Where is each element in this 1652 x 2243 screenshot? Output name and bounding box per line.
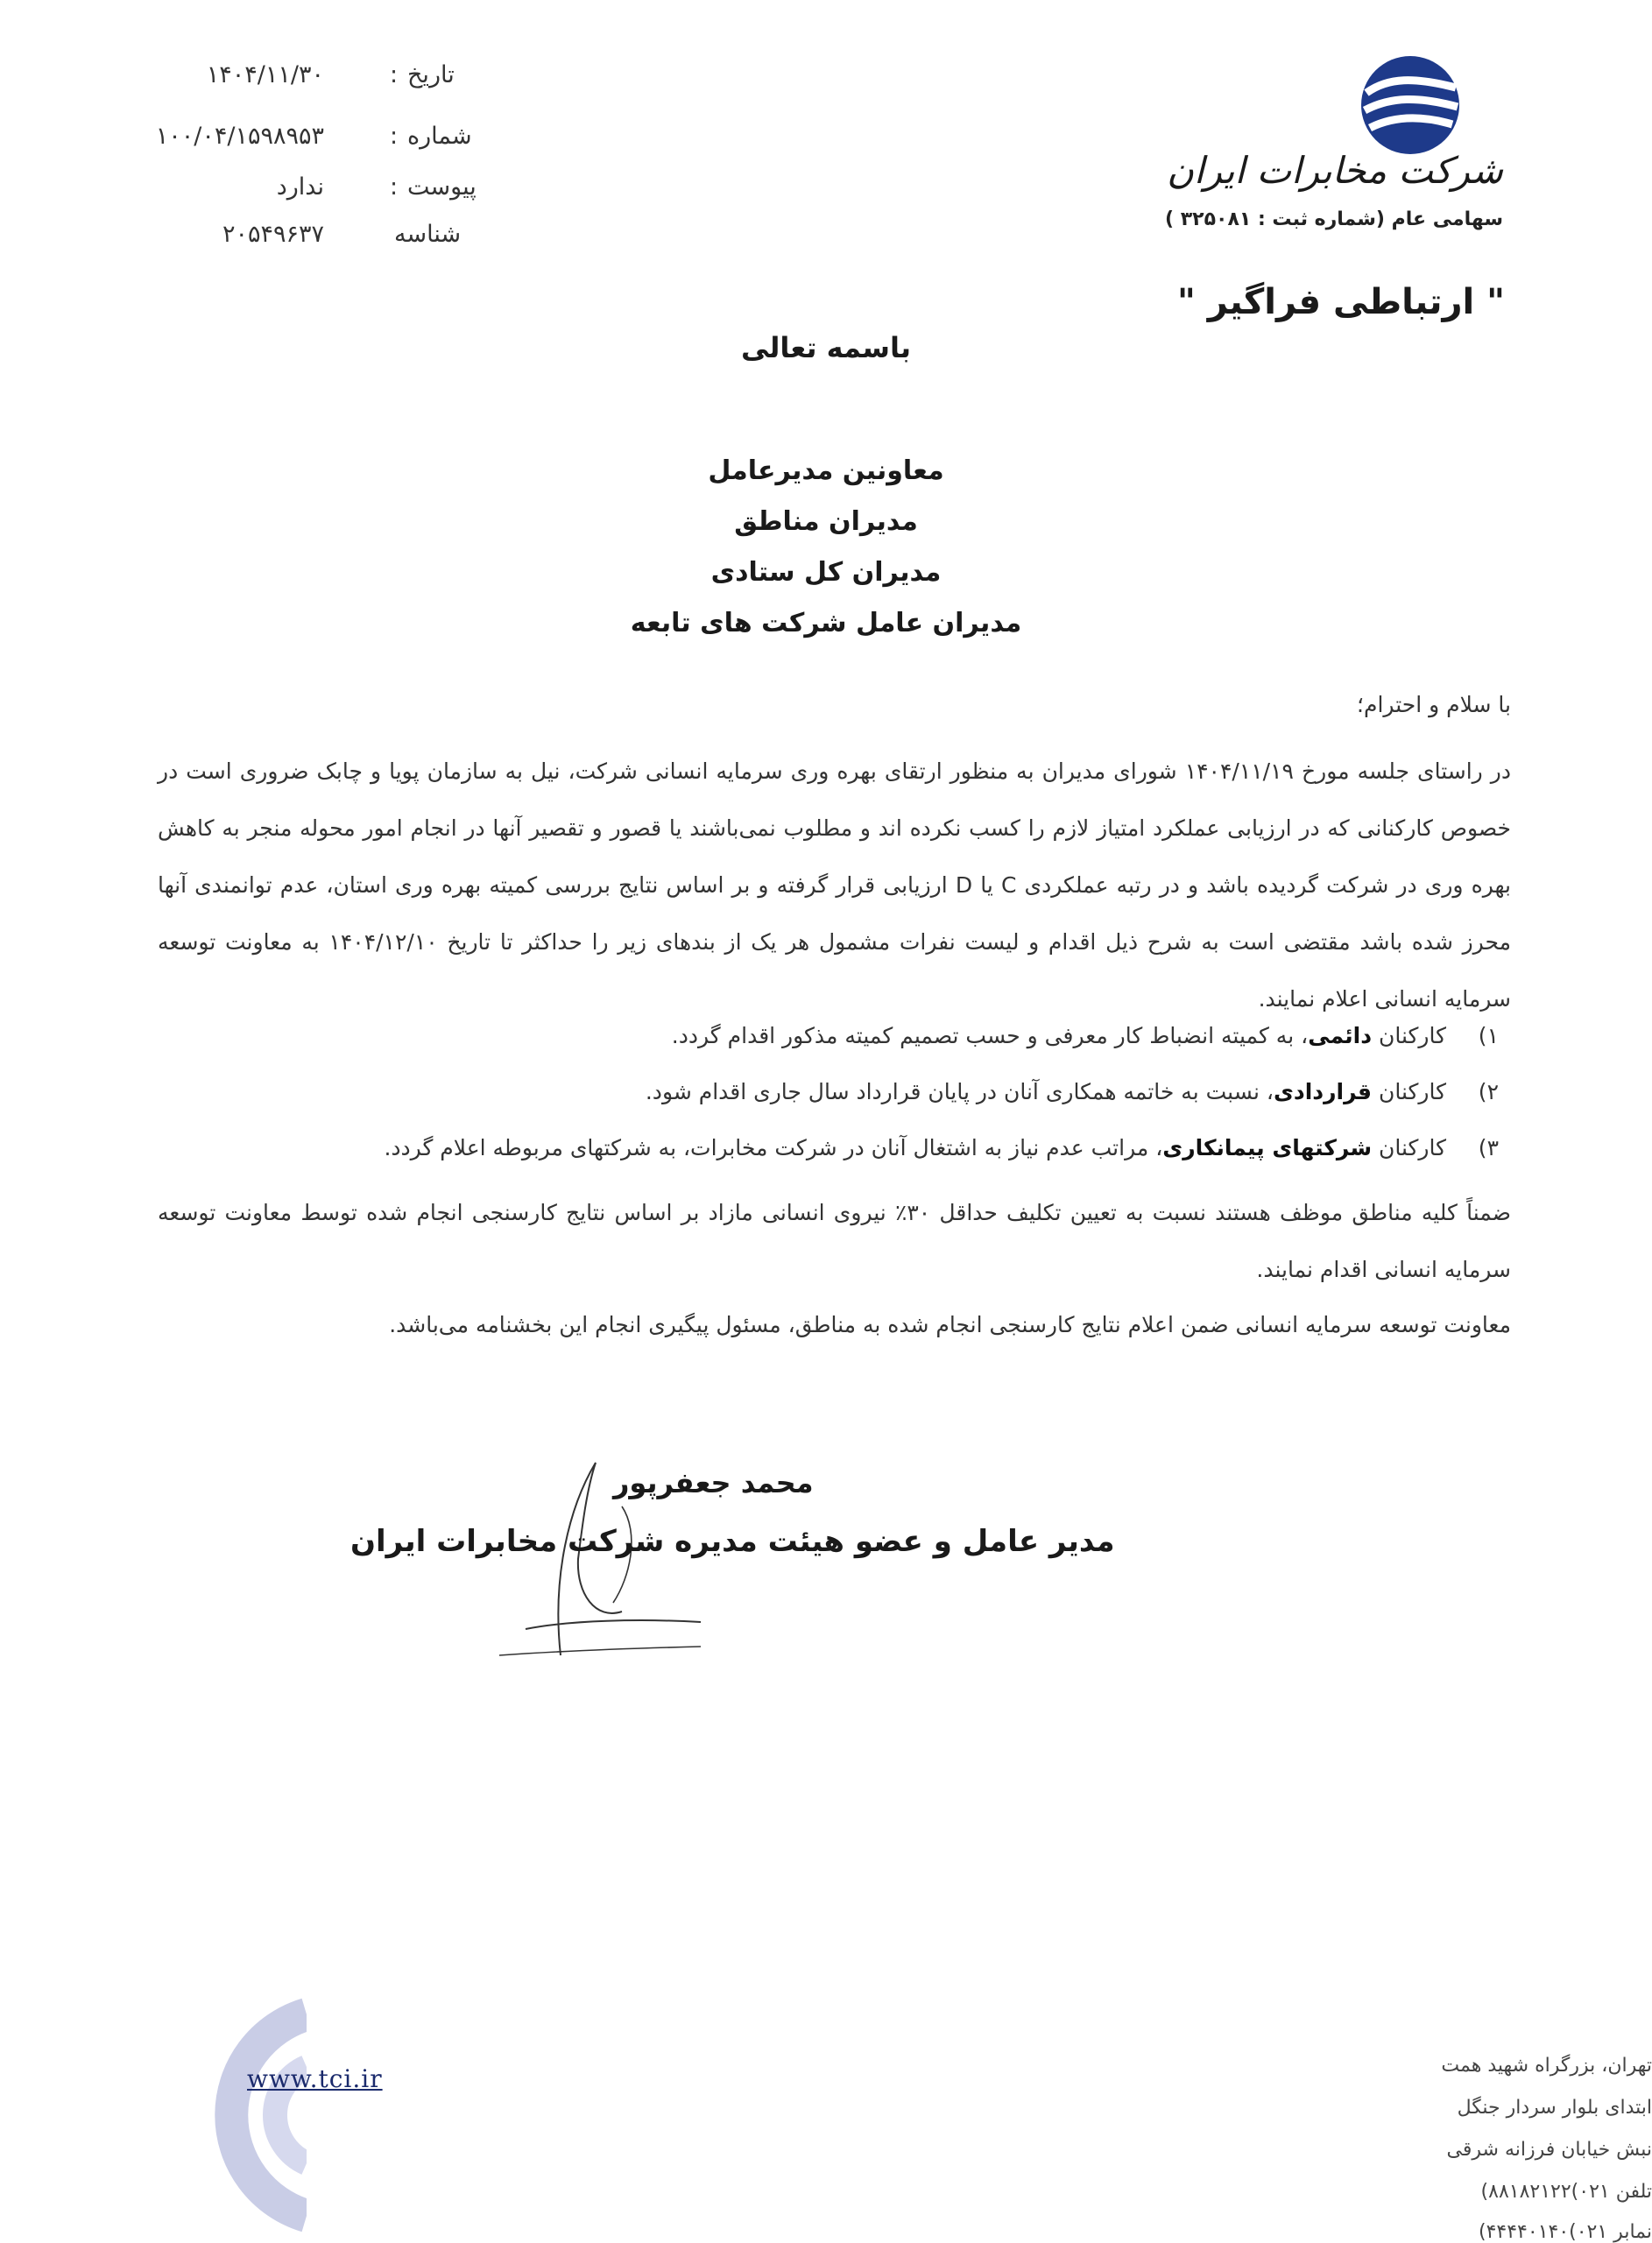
item-number: ۳) — [1478, 1135, 1499, 1160]
address-line: نبش خیابان فرزانه شرقی — [1446, 2139, 1652, 2161]
final-text: معاونت توسعه سرمایه انسانی ضمن اعلام نتایج کارسنجی انجام شده به مناطق، مسئول پیگیری انجام این بخشنامه می‌باشد. — [389, 1312, 1511, 1337]
address-line: تهران، بزرگراه شهید همت — [1441, 2055, 1652, 2077]
attachment-label: پیوست — [407, 173, 477, 201]
colon: : — [390, 123, 399, 150]
greeting: با سلام و احترام؛ — [1357, 692, 1511, 717]
final-paragraph — [158, 1296, 1511, 1353]
list-item — [646, 1079, 1499, 1104]
item-bold: قراردادی — [1274, 1079, 1373, 1104]
closing-text: ضمناً کلیه مناطق موظف هستند نسبت به تعیین تکلیف حداقل ۳۰٪ نیروی انسانی مازاد بر اساس نتایج کارسنجی انجام شده توسط معاونت توسعه سرمایه انسانی اقدام نمایند. — [158, 1200, 1511, 1282]
date-value: ۱۴۰۴/۱۱/۳۰ — [206, 61, 324, 88]
registration-number: سهامی عام (شماره ثبت : ۳۲۵۰۸۱ ) — [1165, 208, 1503, 230]
item-post: ، به کمیته انضباط کار معرفی و حسب تصمیم کمیته مذکور اقدام گردد. — [671, 1023, 1309, 1048]
address-line: ابتدای بلوار سردار جنگل — [1457, 2097, 1652, 2119]
recipient-line: مدیران مناطق — [734, 506, 918, 537]
recipient-line: مدیران عامل شرکت های تابعه — [630, 608, 1022, 638]
attachment-row — [140, 173, 491, 226]
item-pre: کارکنان — [1372, 1023, 1446, 1048]
brand-name: شرکت مخابرات ایران — [1167, 149, 1503, 192]
address-line: تلفن ۰۲۱)۸۸۱۸۲۱۲۲) — [1480, 2181, 1652, 2203]
colon: : — [390, 61, 399, 88]
item-number: ۲) — [1478, 1079, 1499, 1104]
id-row — [140, 221, 491, 273]
number-row — [140, 123, 491, 175]
item-bold: شرکتهای پیمانکاری — [1162, 1135, 1373, 1160]
letter-number-label: شماره — [407, 123, 472, 150]
tci-watermark-icon — [105, 1988, 307, 2242]
recipient-line: مدیران کل ستادی — [710, 557, 942, 588]
date-label: تاریخ — [407, 61, 455, 88]
signer-title: مدیر عامل و عضو هیئت مدیره شرکت مخابرات ایران — [350, 1524, 1115, 1559]
list-item — [384, 1135, 1499, 1160]
item-pre: کارکنان — [1372, 1079, 1446, 1104]
signer-name: محمد جعفرپور — [613, 1466, 814, 1499]
item-post: ، نسبت به خاتمه همکاری آنان در پایان قرارداد سال جاری اقدام شود. — [645, 1079, 1274, 1104]
tci-logo-icon — [1349, 51, 1472, 165]
item-pre: کارکنان — [1372, 1135, 1446, 1160]
item-bold: دائمی — [1308, 1023, 1373, 1048]
address-line: نمابر ۰۲۱)۴۴۴۴۰۱۴۰) — [1479, 2221, 1652, 2243]
letter-number-value: ۱۰۰/۰۴/۱۵۹۸۹۵۳ — [155, 123, 324, 150]
id-value: ۲۰۵۴۹۶۳۷ — [222, 221, 324, 248]
item-post: ، مراتب عدم نیاز به اشتغال آنان در شرکت مخابرات، به شرکتهای مربوطه اعلام گردد. — [384, 1135, 1163, 1160]
paragraph-text: در راستای جلسه مورخ ۱۴۰۴/۱۱/۱۹ شورای مدیران به منظور ارتقای بهره وری سرمایه انسانی شرکت، نیل به سازمان پویا و چابک ضروری است در خصوص کارکنانی که در ارزیابی عملکرد امتیاز لازم را کسب نکرده اند و مطلوب نمی‌باشند یا قصور و تقصیر آنها در انجام امور محوله منجر به کاهش بهره وری در شرکت گردیده باشد و در رتبه عملکردی C یا D ارزیابی قرار گرفته و بر اساس نتایج بررسی کمیته بهره وری استان، عدم توانمندی آنها محرز شده باشد مقتضی است به شرح ذیل اقدام و لیست نفرات مشمول هر یک از بندهای زیر را حداکثر تا تاریخ ۱۴۰۴/۱۲/۱۰ به معاونت توسعه سرمایه انسانی اعلام نمایند. — [158, 758, 1512, 1012]
slogan: " ارتباطی فراگیر " — [1177, 282, 1505, 322]
closing-paragraph — [158, 1184, 1511, 1298]
date-row — [140, 61, 491, 114]
recipient-line: معاونین مدیرعامل — [708, 455, 944, 486]
main-paragraph — [158, 743, 1511, 1027]
id-label: شناسه — [394, 221, 462, 248]
attachment-value: ندارد — [276, 173, 324, 201]
invocation: باسمه تعالی — [741, 331, 911, 364]
item-number: ۱) — [1478, 1023, 1499, 1048]
list-item — [672, 1023, 1499, 1048]
website-link[interactable]: www.tci.ir — [247, 2064, 383, 2093]
colon: : — [390, 173, 399, 201]
